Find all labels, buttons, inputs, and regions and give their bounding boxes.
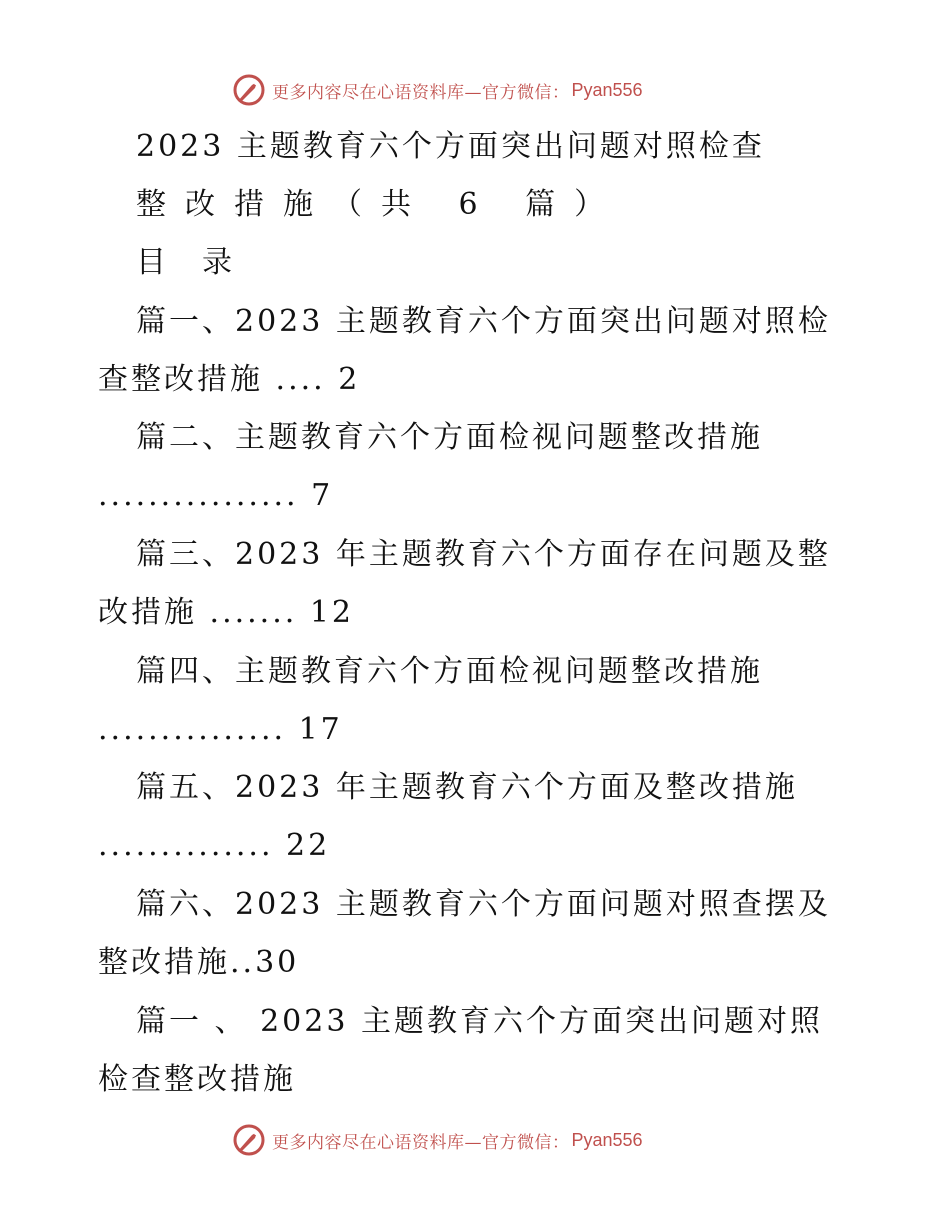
header-watermark bbox=[232, 70, 643, 110]
watermark-text: 更多内容尽在心语资料库—官方微信： bbox=[272, 82, 570, 103]
pen-logo-icon bbox=[232, 73, 266, 107]
toc-entry-6-line-b: 整改措施..30 bbox=[98, 945, 300, 980]
toc-entry-4-line-a: 篇四、主题教育六个方面检视问题整改措施 bbox=[136, 654, 763, 689]
pen-logo-icon bbox=[232, 1123, 266, 1157]
watermark-brand: Pyan556 bbox=[571, 1129, 643, 1150]
footer-watermark bbox=[232, 1120, 643, 1160]
document-title-line-1: 2023 主题教育六个方面突出问题对照检查 bbox=[136, 129, 765, 164]
toc-heading: 目录 bbox=[136, 245, 268, 280]
toc-entry-3-line-a: 篇三、2023 年主题教育六个方面存在问题及整 bbox=[136, 537, 831, 572]
toc-entry-1-line-a: 篇一、2023 主题教育六个方面突出问题对照检 bbox=[136, 304, 831, 339]
toc-entry-1-line-b: 查整改措施 .... 2 bbox=[98, 362, 361, 397]
toc-entry-2-line-b: ................ 7 bbox=[98, 478, 334, 513]
toc-entry-5-line-b: .............. 22 bbox=[98, 828, 331, 863]
document-title-line-2: 整改措施（共 6 篇） bbox=[136, 187, 624, 222]
toc-entry-3-line-b: 改措施 ....... 12 bbox=[98, 595, 354, 630]
toc-entry-4-line-b: ............... 17 bbox=[98, 712, 343, 747]
section-heading-line-1: 篇一 、 2023 主题教育六个方面突出问题对照 bbox=[136, 1004, 823, 1039]
toc-entry-5-line-a: 篇五、2023 年主题教育六个方面及整改措施 bbox=[136, 770, 798, 805]
watermark-brand: Pyan556 bbox=[571, 79, 643, 100]
watermark-text: 更多内容尽在心语资料库—官方微信： bbox=[272, 1132, 570, 1153]
section-heading-line-2: 检查整改措施 bbox=[98, 1062, 296, 1097]
toc-entry-6-line-a: 篇六、2023 主题教育六个方面问题对照查摆及 bbox=[136, 887, 831, 922]
toc-entry-2-line-a: 篇二、主题教育六个方面检视问题整改措施 bbox=[136, 420, 763, 455]
